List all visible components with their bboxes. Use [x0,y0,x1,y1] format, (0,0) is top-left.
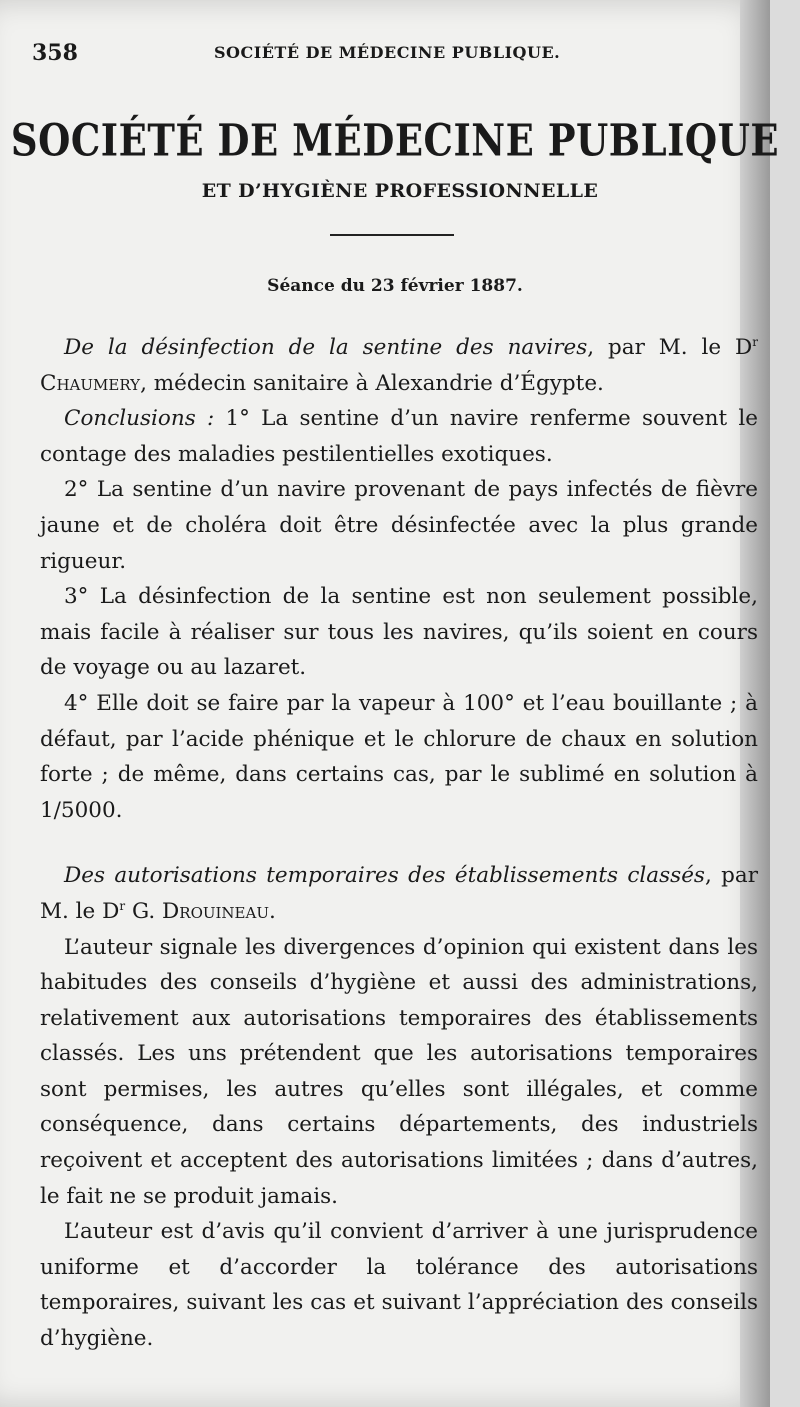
conclusion-3: 3° La désinfection de la sentine est non seulement possible, mais facile à réaliser sur tous les navires, qu’ils soient en cours de voyage ou au lazaret. [40,584,758,681]
article2-heading: Des autorisations temporaires des établissements classés, par M. le $D^r$ G. Drouineau. [40,863,758,924]
conclusion-2: 2° La sentine d’un navire provenant de pays infectés de fièvre jaune et de choléra doit être désinfectée avec la plus grande rigueur. [40,477,758,574]
conclusions-label: Conclusions : [64,406,215,432]
section-title: SOCIÉTÉ DE MÉDECINE PUBLIQUE [10,114,780,166]
session-date: Séance du 23 février 1887. [267,276,523,296]
article1-title: De la désinfection de la sentine des navires [64,335,588,360]
running-title: SOCIÉTÉ DE MÉDECINE PUBLIQUE. [214,43,561,62]
conclusion-1: Conclusions : 1° La sentine d’un navire renferme souvent le contage des maladies pestilentielles exotiques. [40,406,758,467]
article-body [40,330,758,1357]
article2-author: Drouineau [162,898,269,924]
title-rule [330,234,454,236]
article2-title: Des autorisations temporaires des établissements classés [64,863,705,889]
article2-paragraph-2: L’auteur est d’avis qu’il convient d’arriver à une jurisprudence uniforme et d’accorder la tolérance des autorisations temporaires, suivant les cas et suivant l’appréciation des conseils d’hygiène. [40,1219,758,1352]
section-subtitle: ET D’HYGIÈNE PROFESSIONNELLE [201,180,599,202]
page-number: 358 [32,40,78,66]
article2-paragraph-1: L’auteur signale les divergences d’opinion qui existent dans les habitudes des conseils d’hygiène et aussi des administrations, relativement aux autorisations temporaires des établissements classés. Les uns prétendent que les autorisations temporaires sont permises, les autres qu’elles sont illégales, et comme conséquence, dans certains départements, des industriels reçoivent et acceptent des autorisations limitées ; dans d’autres, le fait ne se produit jamais. [40,934,758,1209]
article1-heading: De la désinfection de la sentine des navires, par M. le $D^r$ Chaumery, médecin sanitaire à Alexandrie d’Égypte. [40,334,758,396]
conclusion-4: 4° Elle doit se faire par la vapeur à 100° et l’eau bouillante ; à défaut, par l’acide phénique et le chlorure de chaux en solution forte ; de même, dans certains cas, par le sublimé en solution à 1/5000. [40,690,758,823]
article1-author: Chaumery [40,370,141,396]
running-header [32,40,752,66]
